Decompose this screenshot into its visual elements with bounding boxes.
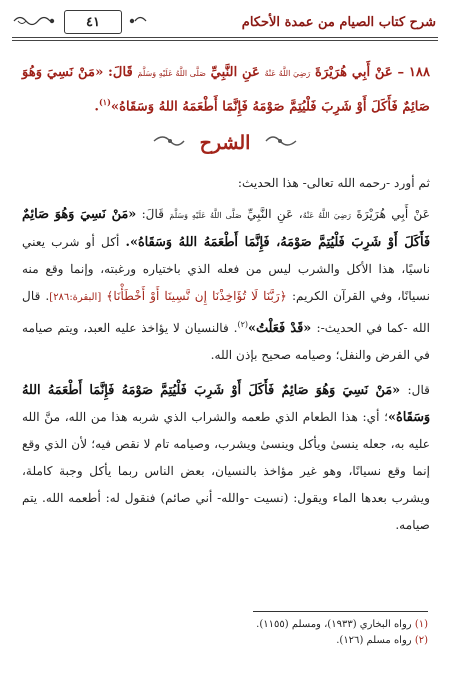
footnote-rule: [253, 611, 428, 612]
footnote-text: رواه مسلم (١٢٦).: [336, 635, 412, 646]
commentary-intro: ثم أورد -رحمه الله تعالى- هذا الحديث:: [237, 176, 430, 190]
quran-verse: ﴿رَبَّنَا لَا تُؤَاخِذْنَا إِن نَّسِينَا أَوْ أَخْطَأْنَا﴾: [101, 289, 292, 303]
hadith-an-nabi: عَنِ النَّبِيِّ: [210, 65, 260, 80]
flourish-left-icon: [12, 13, 58, 32]
qala-text: قَالَ:: [141, 207, 170, 221]
flourish-right-icon: [128, 13, 148, 32]
header-rule: [12, 37, 438, 41]
commentary-paragraph-2: [22, 377, 430, 539]
explanation-d: ؛ أي: هذا الطعام الذي طعمه والشراب الذي شربه هذا من الله، منَّ الله عليه به، جعله ينسىٰ ويأكل وينسىٰ ويشرب، وصيامه تام لا نقص فيه؛ لأن الذي وقع إنما وقع نسيانًا، وهو غير مؤاخذ بالنسيان، بعض الناس ربما يأكل وجبة كاملة، ويشرب بعدها الماء ويقول: (نسيت -والله- أني صائم) فنقول له: أطعمه الله. يتم صيامه.: [22, 410, 430, 533]
hadith-quote-2: «مَنْ نَسِيَ وَهُوَ صَائِمٌ فَأَكَلَ أَوْ شَرِبَ فَلْيُتِمَّ صَوْمَهُ فَإِنَّمَا أَطْعَمَهُ اللهُ وَسَقَاهُ»: [22, 383, 430, 426]
commentary-paragraph-1: [22, 201, 430, 369]
footnote-mark-2: (٢): [237, 320, 248, 329]
qala-text-2: قال:: [407, 383, 430, 398]
running-header: [12, 8, 438, 36]
hadith-quote: «مَنْ نَسِيَ وَهُوَ صَائِمٌ فَأَكَلَ أَوْ شَرِبَ فَلْيُتِمَّ صَوْمَهُ، فَإِنَّمَا أَطْعَمَهُ اللهُ وَسَقَاهُ».: [22, 207, 430, 250]
sura-reference: [البقرة:٢٨٦]: [49, 292, 102, 303]
salla-honorific: صَلَّى اللَّهُ عَلَيْهِ وَسَلَّمَ: [137, 69, 206, 78]
hadith-text: ١٨٨ – عَنْ أَبِي هُرَيْرَةَ رَضِيَ اللَّهُ عَنْهُ عَنِ النَّبِيِّ صَلَّى اللَّهُ عَلَيْهِ وَسَلَّمَ قَالَ: «مَنْ نَسِيَ وَهُوَ صَائِمٌ فَأَكَلَ أَوْ شَرِبَ فَلْيُتِمَّ صَوْمَهُ فَإِنَّمَا أَطْعَمَهُ اللهُ وَسَقَاهُ»$^{(١)}$.: [22, 65, 431, 115]
narration-text: عَنْ أَبِي هُرَيْرَةَ: [356, 207, 431, 221]
footnote-number: (١): [414, 619, 428, 630]
hadith-matn: قَالَ: «مَنْ نَسِيَ وَهُوَ صَائِمٌ فَأَكَلَ أَوْ شَرِبَ فَلْيُتِمَّ صَوْمَهُ فَإِنَّمَا أَطْعَمَهُ اللهُ وَسَقَاهُ»: [22, 65, 430, 115]
page-number: ٤١: [64, 10, 122, 34]
radiya-honorific: رَضِيَ اللَّهُ عَنْهُ: [264, 69, 311, 78]
salla-honorific-2: صَلَّى اللَّهُ عَلَيْهِ وَسَلَّمَ: [169, 211, 242, 220]
running-title: شرح كتاب الصيام من عمدة الأحكام: [241, 14, 436, 30]
footnotes: [22, 617, 428, 649]
page-number-ornament: [12, 10, 148, 34]
hadith-footnote-mark: (١): [98, 97, 111, 107]
hadith-number: ١٨٨ –: [397, 65, 431, 80]
section-heading: [0, 126, 450, 160]
an-nabi-text: ، عَنِ النَّبِيِّ: [246, 207, 303, 221]
ornament-right-icon: [264, 132, 298, 154]
footnote-text: رواه البخاري (١٩٣٣)، ومسلم (١١٥٥).: [256, 619, 412, 630]
ornament-left-icon: [152, 132, 186, 154]
explanation-b: . قال الله -كما في الحديث-:: [22, 289, 430, 336]
hadith-narrator: عَنْ أَبِي هُرَيْرَةَ: [315, 65, 393, 80]
explanation-a: أكل أو شرب يعني ناسيًا، هذا الأكل والشرب ليس من فعله الذي باختياره ورغبته، وإنما وقع منه نسيانًا، وفي القرآن الكريم:: [22, 235, 430, 303]
section-title: الشرح: [199, 132, 251, 154]
footnote-2: [22, 633, 428, 649]
footnote-1: [22, 617, 428, 633]
radiya-honorific-2: رَضِيَ اللَّهُ عَنْهُ: [302, 211, 352, 220]
explanation-c: . فالنسيان لا يؤاخذ عليه العبد، ويتم صيامه في الفرض والنفل؛ وصيامه صحيح بإذن الله.: [22, 321, 430, 363]
commentary-body: [22, 170, 430, 547]
footnote-number: (٢): [414, 635, 428, 646]
qad-faalt-quote: «قَدْ فَعَلْتُ»: [247, 321, 317, 337]
